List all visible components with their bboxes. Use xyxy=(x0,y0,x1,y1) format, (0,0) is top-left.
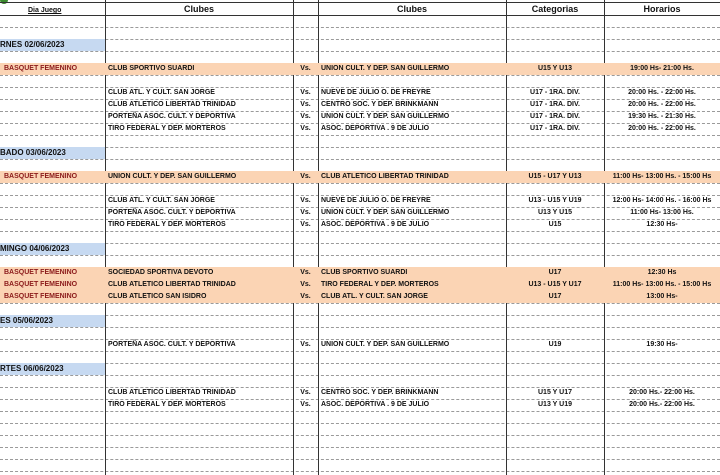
grid-line xyxy=(0,447,720,448)
match-category: U15 xyxy=(548,221,562,228)
day-date: MINGO 04/06/2023 xyxy=(0,244,70,253)
match-vs: Vs. xyxy=(300,89,311,96)
match-sport: BASQUET FEMENINO xyxy=(4,293,78,300)
grid-line xyxy=(0,303,720,304)
match-vs: Vs. xyxy=(300,113,311,120)
match-home: SOCIEDAD SPORTIVA DEVOTO xyxy=(108,269,214,276)
match-vs: Vs. xyxy=(300,401,311,408)
grid-line xyxy=(0,15,720,16)
match-category: U13 - U15 Y U19 xyxy=(528,197,582,204)
match-sport: BASQUET FEMENINO xyxy=(4,269,78,276)
header-clubes-left: Clubes xyxy=(183,4,214,14)
match-away: CENTRO SOC. Y DEP. BRINKMANN xyxy=(321,389,439,396)
match-time: 11:00 Hs- 13:00 Hs. - 15:00 Hs xyxy=(612,281,712,288)
match-time: 20:00 Hs. - 22:00 Hs. xyxy=(628,125,696,132)
match-vs: Vs. xyxy=(300,197,311,204)
match-home: TIRO FEDERAL Y DEP. MORTEROS xyxy=(108,221,226,228)
day-date: RTES 06/06/2023 xyxy=(0,364,64,373)
day-date: BADO 03/06/2023 xyxy=(0,148,66,157)
grid-line xyxy=(0,471,720,472)
grid-line xyxy=(0,75,720,76)
match-home: PORTEÑA ASOC. CULT. Y DEPORTIVA xyxy=(108,341,236,348)
match-home: PORTEÑA ASOC. CULT. Y DEPORTIVA xyxy=(108,113,236,120)
match-time: 19:30 Hs. - 21:30 Hs. xyxy=(628,113,696,120)
grid-line xyxy=(0,375,720,376)
grid-line xyxy=(0,135,720,136)
match-category: U15 - U17 Y U13 xyxy=(528,173,582,180)
grid-line xyxy=(0,351,720,352)
match-vs: Vs. xyxy=(300,293,311,300)
grid-line xyxy=(0,27,720,28)
match-home: CLUB ATLETICO LIBERTAD TRINIDAD xyxy=(108,389,236,396)
grid-line xyxy=(0,183,720,184)
match-away: NUEVE DE JULIO O. DE FREYRE xyxy=(321,89,431,96)
match-vs: Vs. xyxy=(300,221,311,228)
match-vs: Vs. xyxy=(300,173,311,180)
match-sport: BASQUET FEMENINO xyxy=(4,173,78,180)
match-vs: Vs. xyxy=(300,125,311,132)
match-away: CLUB ATLETICO LIBERTAD TRINIDAD xyxy=(321,173,449,180)
match-home: CLUB ATL. Y CULT. SAN JORGE xyxy=(108,89,215,96)
day-date: RNES 02/06/2023 xyxy=(0,40,65,49)
match-home: PORTEÑA ASOC. CULT. Y DEPORTIVA xyxy=(108,209,236,216)
match-away: ASOC. DEPORTIVA . 9 DE JULIO xyxy=(321,401,430,408)
grid-line xyxy=(0,39,720,40)
match-time: 13:00 Hs- xyxy=(646,293,678,300)
grid-line xyxy=(0,435,720,436)
day-date: ES 05/06/2023 xyxy=(0,316,53,325)
match-away: NUEVE DE JULIO O. DE FREYRE xyxy=(321,197,431,204)
match-vs: Vs. xyxy=(300,65,311,72)
match-home: CLUB ATL. Y CULT. SAN JORGE xyxy=(108,197,215,204)
header-categorias: Categorias xyxy=(531,4,579,14)
grid-line xyxy=(0,423,720,424)
match-away: ASOC. DEPORTIVA . 9 DE JULIO xyxy=(321,125,430,132)
match-time: 20:00 Hs.- 22:00 Hs. xyxy=(629,389,695,396)
match-home: CLUB ATLETICO SAN ISIDRO xyxy=(108,293,207,300)
match-category: U13 Y U19 xyxy=(538,401,572,408)
match-category: U17 - 1RA. DIV. xyxy=(530,89,580,96)
match-home: CLUB ATLETICO LIBERTAD TRINIDAD xyxy=(108,101,236,108)
grid-line xyxy=(0,243,720,244)
match-home: TIRO FEDERAL Y DEP. MORTEROS xyxy=(108,125,226,132)
grid-line xyxy=(0,231,720,232)
grid-line xyxy=(0,147,720,148)
grid-line xyxy=(0,363,720,364)
match-category: U15 Y U13 xyxy=(538,65,572,72)
match-home: CLUB ATLETICO LIBERTAD TRINIDAD xyxy=(108,281,236,288)
match-away: UNION CULT. Y DEP. SAN GUILLERMO xyxy=(321,209,450,216)
match-away: CENTRO SOC. Y DEP. BRINKMANN xyxy=(321,101,439,108)
header-horarios: Horarios xyxy=(643,4,681,14)
match-category: U15 Y U17 xyxy=(538,389,572,396)
match-time: 11:00 Hs- 13:00 Hs. - 15:00 Hs xyxy=(612,173,712,180)
match-category: U17 - 1RA. DIV. xyxy=(530,113,580,120)
match-vs: Vs. xyxy=(300,281,311,288)
match-category: U17 - 1RA. DIV. xyxy=(530,101,580,108)
match-vs: Vs. xyxy=(300,101,311,108)
match-home: UNION CULT. Y DEP. SAN GUILLERMO xyxy=(108,173,237,180)
match-time: 19:00 Hs- 21:00 Hs. xyxy=(630,65,694,72)
match-sport: BASQUET FEMENINO xyxy=(4,65,78,72)
match-away: UNION CULT. Y DEP. SAN GUILLERMO xyxy=(321,113,450,120)
match-vs: Vs. xyxy=(300,209,311,216)
grid-line xyxy=(0,255,720,256)
match-time: 12:30 Hs- xyxy=(646,221,678,228)
match-vs: Vs. xyxy=(300,341,311,348)
grid-line xyxy=(0,327,720,328)
match-category: U17 xyxy=(548,293,562,300)
grid-line xyxy=(0,51,720,52)
match-vs: Vs. xyxy=(300,269,311,276)
grid-line xyxy=(0,159,720,160)
grid-line xyxy=(0,315,720,316)
match-time: 12:30 Hs xyxy=(647,269,677,276)
header-day: Dia Juego xyxy=(28,7,62,14)
match-time: 20:00 Hs.- 22:00 Hs. xyxy=(629,401,695,408)
match-time: 19:30 Hs- xyxy=(646,341,678,348)
match-category: U13 Y U15 xyxy=(538,209,572,216)
match-time: 12:00 Hs- 14:00 Hs. - 16:00 Hs xyxy=(612,197,712,204)
match-time: 11:00 Hs- 13:00 Hs. xyxy=(630,209,694,216)
match-away: CLUB ATL. Y CULT. SAN JORGE xyxy=(321,293,428,300)
match-time: 20:00 Hs. - 22:00 Hs. xyxy=(628,89,696,96)
match-category: U13 - U15 Y U17 xyxy=(528,281,582,288)
grid-line xyxy=(0,411,720,412)
match-category: U17 - 1RA. DIV. xyxy=(530,125,580,132)
match-away: CLUB SPORTIVO SUARDI xyxy=(321,269,408,276)
grid-line xyxy=(0,2,720,3)
match-category: U17 xyxy=(548,269,562,276)
match-vs: Vs. xyxy=(300,389,311,396)
match-away: ASOC. DEPORTIVA . 9 DE JULIO xyxy=(321,221,430,228)
match-category: U19 xyxy=(548,341,562,348)
grid-line xyxy=(0,459,720,460)
match-away: UNION CULT. Y DEP. SAN GUILLERMO xyxy=(321,65,450,72)
match-home: TIRO FEDERAL Y DEP. MORTEROS xyxy=(108,401,226,408)
match-away: UNION CULT. Y DEP. SAN GUILLERMO xyxy=(321,341,450,348)
header-clubes-right: Clubes xyxy=(396,4,427,14)
match-time: 20:00 Hs. - 22:00 Hs. xyxy=(628,101,696,108)
match-home: CLUB SPORTIVO SUARDI xyxy=(108,65,195,72)
match-away: TIRO FEDERAL Y DEP. MORTEROS xyxy=(321,281,439,288)
match-sport: BASQUET FEMENINO xyxy=(4,281,78,288)
